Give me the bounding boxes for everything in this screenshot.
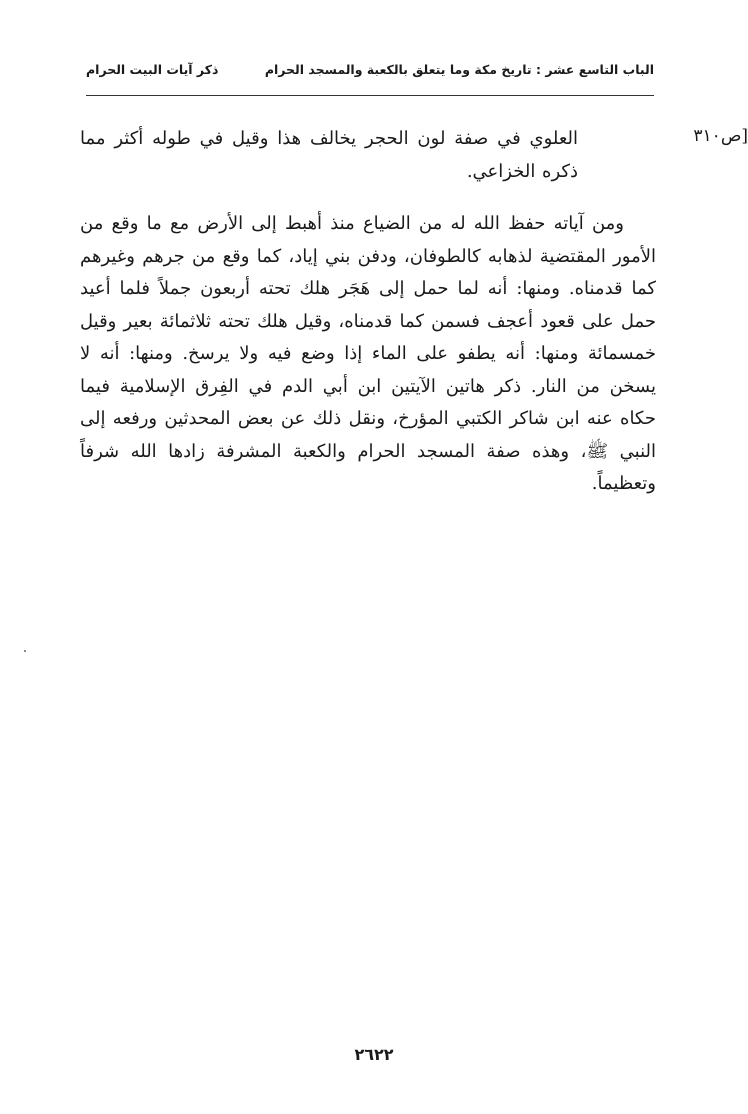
paragraph-2: ومن آياته حفظ الله له من الضياع منذ أهبط إلى الأرض مع ما وقع من الأمور المقتضية لذهابه كالطوفان، ودفن بني إياد، كما وقع من جرهم وغيرهم كما قدمناه. ومنها: أنه لما حمل إلى هَجَر هلك تحته أربعون جملاً فلما أعيد حمل على قعود أعجف فسمن كما قدمناه، وقيل هلك تحته ثلاثمائة بعير وقيل خمسمائة ومنها: أنه يطفو على الماء إذا وضع فيه ولا يرسخ. ومنها: أنه لا يسخن من النار. ذكر هاتين الآيتين ابن أبي الدم في الفِرق الإسلامية فيما حكاه عنه ابن شاكر الكتبي المؤرخ، ونقل ذلك عن بعض المحدثين ورفعه إلى النبي ﷺ، وهذه صفة المسجد الحرام والكعبة المشرفة زادها الله شرفاً وتعظيماً. [80,213,656,494]
body-text [80,123,656,501]
chapter-title: الباب التاسع عشر : تاريخ مكة وما يتعلق بالكعبة والمسجد الحرام [264,62,654,77]
scan-speck [24,650,26,652]
running-header [86,60,654,82]
header-rule [86,95,654,96]
section-title: ذكر آيات البيت الحرام [86,62,219,77]
page-number: ٢٦٢٢ [354,1045,394,1064]
paragraph-1: العلوي في صفة لون الحجر يخالف هذا وقيل في طوله أكثر مما ذكره الخزاعي. [80,128,578,182]
margin-page-reference: [ص٣١٠ [693,126,748,146]
